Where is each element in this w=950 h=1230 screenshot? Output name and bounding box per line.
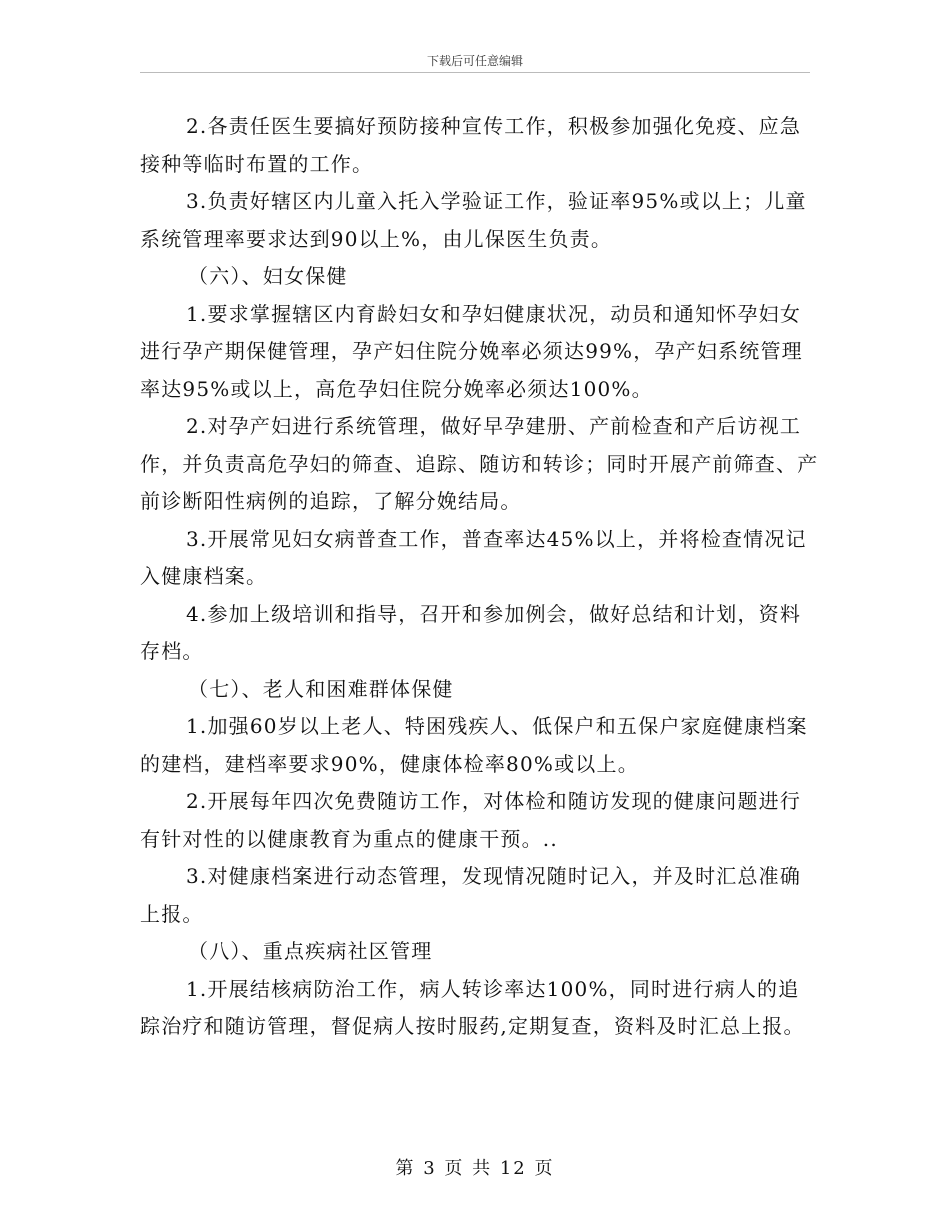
section-heading-women-health: （六）、妇女保健 <box>188 264 348 288</box>
header-divider <box>140 72 810 73</box>
header-note: 下载后可任意编辑 <box>426 54 523 68</box>
paragraph-women-health-2: 2.对孕产妇进行系统管理，做好早孕建册、产前检查和产后访视工作，并负责高危孕妇的筛查、追踪、随访和转诊；同时开展产前筛查、产前诊断阳性病例的追踪，了解分娩结局。 <box>140 414 819 513</box>
paragraph-women-health-4: 4.参加上级培训和指导，召开和参加例会，做好总结和计划，资料存档。 <box>140 601 802 663</box>
paragraph-women-health-1: 1.要求掌握辖区内育龄妇女和孕妇健康状况，动员和通知怀孕妇女进行孕产期保健管理，孕产妇住院分娩率必须达99%，孕产妇系统管理率达95%或以上，高危孕妇住院分娩率必须达100%。 <box>140 301 803 401</box>
document-body <box>140 108 820 1046</box>
paragraph-vaccination-promotion: 2.各责任医生要搞好预防接种宣传工作，积极参加强化免疫、应急接种等临时布置的工作。 <box>140 114 802 176</box>
paragraph-child-enrollment-check: 3.负责好辖区内儿童入托入学验证工作，验证率95%或以上；儿童系统管理率要求达到90以上%，由儿保医生负责。 <box>140 189 807 251</box>
paragraph-women-health-3: 3.开展常见妇女病普查工作，普查率达45%以上，并将检查情况记入健康档案。 <box>140 526 807 588</box>
paragraph-elderly-health-3: 3.对健康档案进行动态管理，发现情况随时记入，并及时汇总准确上报。 <box>140 864 802 926</box>
page-number: 第 3 页 共 12 页 <box>395 1158 555 1179</box>
paragraph-elderly-health-2: 2.开展每年四次免费随访工作，对体检和随访发现的健康问题进行有针对性的以健康教育为重点的健康干预。.. <box>140 789 802 851</box>
paragraph-elderly-health-1: 1.加强60岁以上老人、特困残疾人、低保户和五保户家庭健康档案的建档，建档率要求90%，健康体检率80%或以上。 <box>140 714 808 776</box>
section-heading-elderly-health: （七）、老人和困难群体保健 <box>188 676 454 701</box>
paragraph-tuberculosis: 1.开展结核病防治工作，病人转诊率达100%，同时进行病人的追踪治疗和随访管理，督促病人按时服药,定期复查，资料及时汇总上报。 <box>140 976 805 1038</box>
section-heading-disease-management: （八）、重点疾病社区管理 <box>188 939 433 963</box>
